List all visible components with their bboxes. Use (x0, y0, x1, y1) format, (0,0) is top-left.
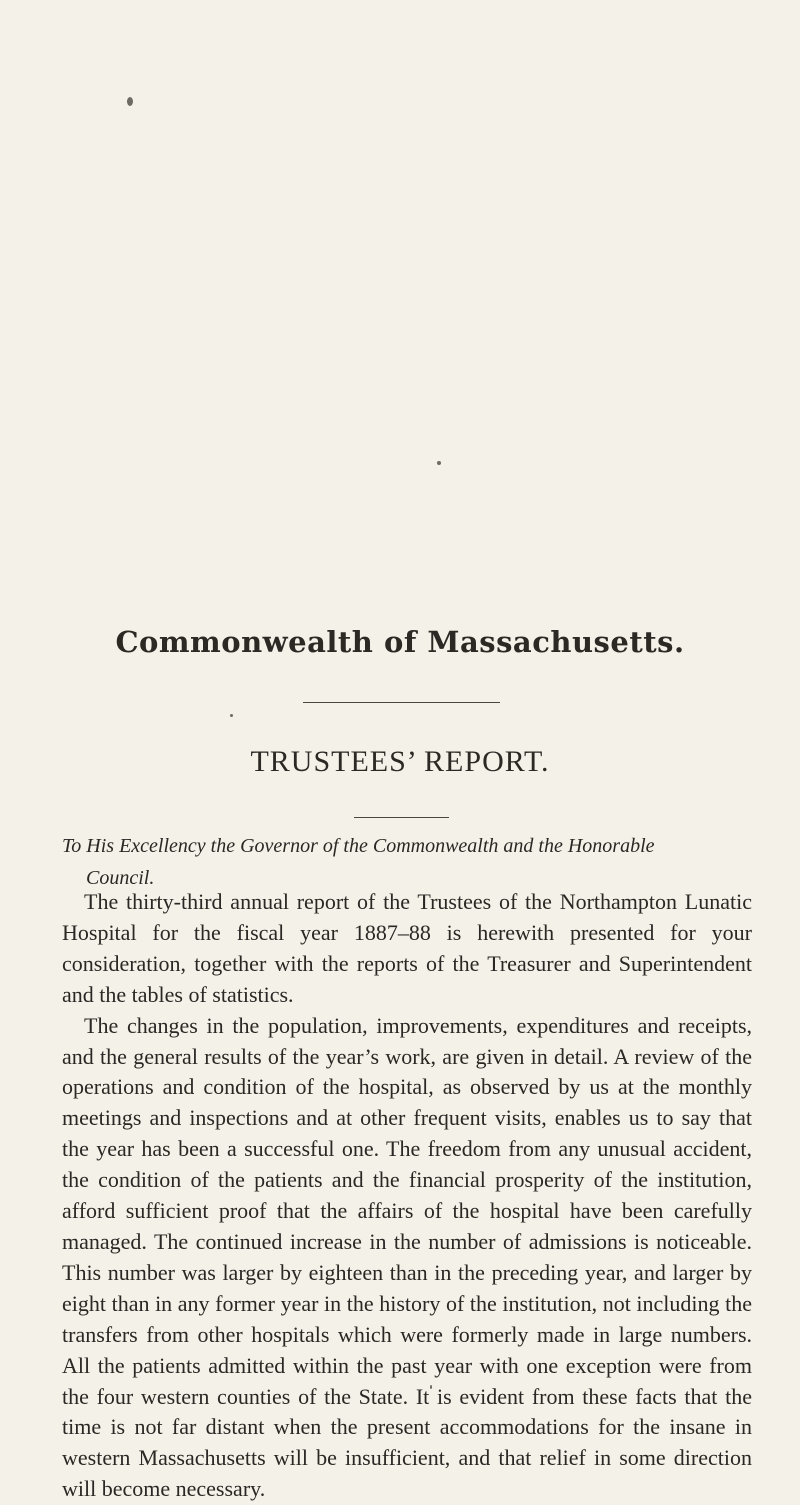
ink-speck (127, 97, 133, 106)
ink-speck (230, 714, 233, 717)
paragraph-1: The thirty-third annual report of the Trustees of the Northampton Lunatic Hospital for the fiscal year 1887–88 is herewith presented for your consideration, together with the reports of the Treasurer and Superintendent and the tables of statistics. (62, 889, 752, 1007)
divider-rule-top (303, 702, 500, 703)
salutation (62, 830, 752, 894)
ink-speck (437, 461, 441, 465)
commonwealth-heading: Commonwealth of Massachusetts. (115, 625, 685, 659)
report-title: TRUSTEES’ REPORT. (250, 745, 550, 778)
paragraph-2: The changes in the population, improvements, expenditures and receipts, and the general results of the year’s work, are given in detail. A review of the operations and condition of the hospital, as observed by us at the monthly meetings and inspections and at other frequent visits, enables us to say that the year has been a successful one. The freedom from any unusual accident, the condition of the patients and the financial prosperity of the institution, afford sufficient proof that the affairs of the hospital have been carefully managed. The continued increase in the number of admissions is noticeable. This number was larger by eighteen than in the preceding year, and larger by eight than in any former year in the history of the institution, not including the transfers from other hospitals which were formerly made in large numbers. All the patients admitted within the past year with one exception were from the four western counties of the State. It is evident from these facts that the time is not far distant when the present accommodations for the insane in western Massachusetts will be insufficient, and that relief in some direction will become necessary. (62, 1012, 752, 1502)
salutation-line-2: Council. (86, 867, 155, 889)
report-body (62, 887, 752, 1505)
salutation-line-1: To His Excellency the Governor of the Commonwealth and the Honorable (62, 835, 655, 857)
divider-rule-bottom (354, 817, 449, 818)
